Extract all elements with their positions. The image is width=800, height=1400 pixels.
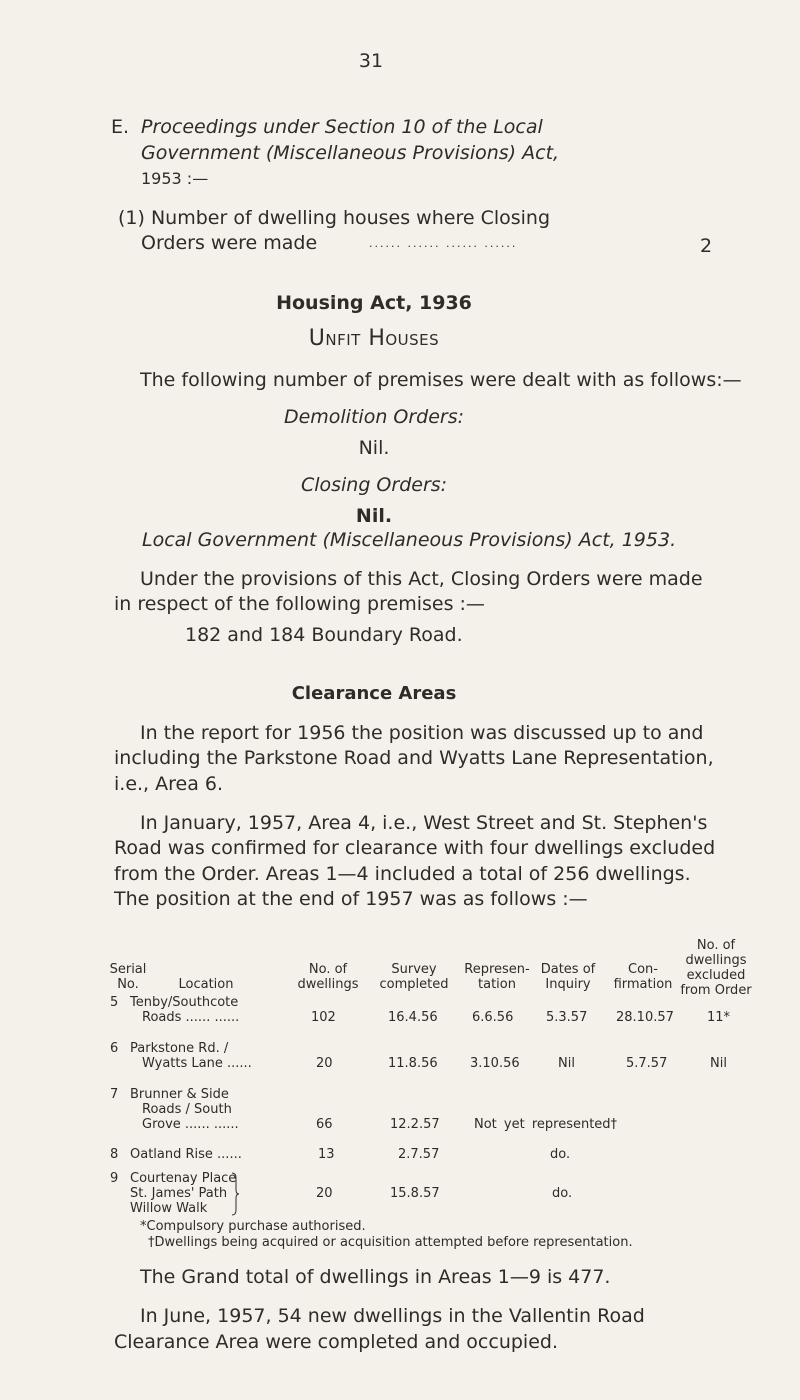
unfit-houses-heading: Unfit Houses: [308, 326, 440, 351]
cell-dwellings: 13: [318, 1147, 335, 1162]
cell-location: Oatland Rise ......: [130, 1147, 242, 1162]
cell-dwellings: 102: [311, 1010, 336, 1025]
page-number: 31: [358, 50, 384, 72]
clearance-para-1-line-2: including the Parkstone Road and Wyatts Lane Representation,: [114, 747, 714, 769]
location-bracket: [230, 1172, 240, 1216]
item-1-line-2: Orders were made: [141, 232, 318, 254]
item-1-leader-dots: ...... ...... ...... ......: [369, 237, 518, 250]
cell-inquiry: 5.3.57: [546, 1010, 588, 1025]
header-dwellings: No. of dwellings: [297, 962, 359, 992]
closing-orders-value: Nil.: [355, 505, 393, 527]
local-gov-act-title: Local Government (Miscellaneous Provisions) Act, 1953.: [142, 529, 677, 551]
cell-confirmation: 28.10.57: [616, 1010, 674, 1025]
cell-excluded: Nil: [710, 1056, 727, 1071]
demolition-orders-label: Demolition Orders:: [283, 406, 465, 428]
housing-act-intro: The following number of premises were dealt with as follows:—: [140, 369, 742, 391]
header-serial: Serial No.: [109, 962, 147, 992]
item-1-value: 2: [700, 235, 713, 257]
clearance-para-2-line-2: Road was confirmed for clearance with four dwellings excluded: [114, 837, 716, 859]
header-representation: Represen- tation: [464, 962, 530, 992]
header-excluded: No. of dwellings excluded from Order: [680, 938, 752, 998]
cell-location: Brunner & Side Roads / South Grove ...... ......: [130, 1087, 239, 1132]
cell-serial: 6: [110, 1041, 119, 1056]
cell-location: Courtenay Place St. James' Path Willow Walk: [130, 1171, 237, 1216]
clearance-para-2-line-4: The position at the end of 1957 was as follows :—: [114, 888, 588, 910]
cell-dwellings: 20: [316, 1056, 333, 1071]
clearance-para-2-line-3: from the Order. Areas 1—4 included a total of 256 dwellings.: [114, 863, 691, 885]
footnote-dwellings-acquired: †Dwellings being acquired or acquisition attempted before representation.: [148, 1235, 633, 1250]
local-gov-para-line-2: in respect of the following premises :—: [114, 593, 485, 615]
cell-serial: 5: [110, 995, 119, 1010]
header-inquiry: Dates of Inquiry: [540, 962, 596, 992]
cell-status-note: do.: [550, 1147, 571, 1162]
cell-dwellings: 20: [316, 1186, 333, 1201]
cell-serial: 9: [110, 1171, 119, 1186]
header-survey: Survey completed: [379, 962, 449, 992]
cell-confirmation: 5.7.57: [626, 1056, 668, 1071]
header-location: Location: [178, 977, 234, 992]
cell-serial: 7: [110, 1087, 119, 1102]
cell-excluded: 11*: [707, 1010, 731, 1025]
cell-serial: 8: [110, 1147, 119, 1162]
cell-survey: 11.8.56: [388, 1056, 438, 1071]
cell-survey: 15.8.57: [390, 1186, 440, 1201]
clearance-areas-heading: Clearance Areas: [291, 683, 457, 704]
cell-status-note: do.: [552, 1186, 573, 1201]
closing-para-line-1: In June, 1957, 54 new dwellings in the Vallentin Road: [140, 1305, 645, 1327]
header-confirmation: Con- firmation: [613, 962, 673, 992]
grand-total-text: The Grand total of dwellings in Areas 1—9 is 477.: [140, 1266, 611, 1288]
clearance-para-1-line-1: In the report for 1956 the position was discussed up to and: [140, 722, 704, 744]
closing-para-line-2: Clearance Area were completed and occupied.: [114, 1331, 558, 1353]
section-e-label: E.: [111, 116, 130, 138]
cell-representation: 6.6.56: [472, 1010, 514, 1025]
cell-survey: 16.4.56: [388, 1010, 438, 1025]
cell-survey: 12.2.57: [390, 1117, 440, 1132]
clearance-para-2-line-1: In January, 1957, Area 4, i.e., West Street and St. Stephen's: [140, 812, 708, 834]
cell-inquiry: Nil: [558, 1056, 575, 1071]
cell-location: Parkstone Rd. / Wyatts Lane ......: [130, 1041, 252, 1071]
closing-orders-label: Closing Orders:: [300, 474, 448, 496]
cell-survey: 2.7.57: [398, 1147, 440, 1162]
housing-act-heading: Housing Act, 1936: [276, 292, 472, 314]
cell-status-note: Not yet represented†: [474, 1117, 618, 1132]
cell-representation: 3.10.56: [470, 1056, 520, 1071]
clearance-para-1-line-3: i.e., Area 6.: [114, 773, 224, 795]
footnote-compulsory-purchase: *Compulsory purchase authorised.: [140, 1219, 366, 1234]
cell-dwellings: 66: [316, 1117, 333, 1132]
demolition-orders-value: Nil.: [358, 437, 390, 459]
section-e-title-line-2: Government (Miscellaneous Provisions) Act,: [141, 142, 560, 164]
premises-address: 182 and 184 Boundary Road.: [185, 624, 463, 646]
local-gov-para-line-1: Under the provisions of this Act, Closing Orders were made: [140, 568, 703, 590]
cell-location: Tenby/Southcote Roads ...... ......: [130, 995, 240, 1025]
item-1-line-1: (1) Number of dwelling houses where Closing: [118, 207, 551, 229]
section-e-year: 1953 :—: [141, 169, 209, 188]
section-e-title-line-1: Proceedings under Section 10 of the Local: [141, 116, 543, 138]
